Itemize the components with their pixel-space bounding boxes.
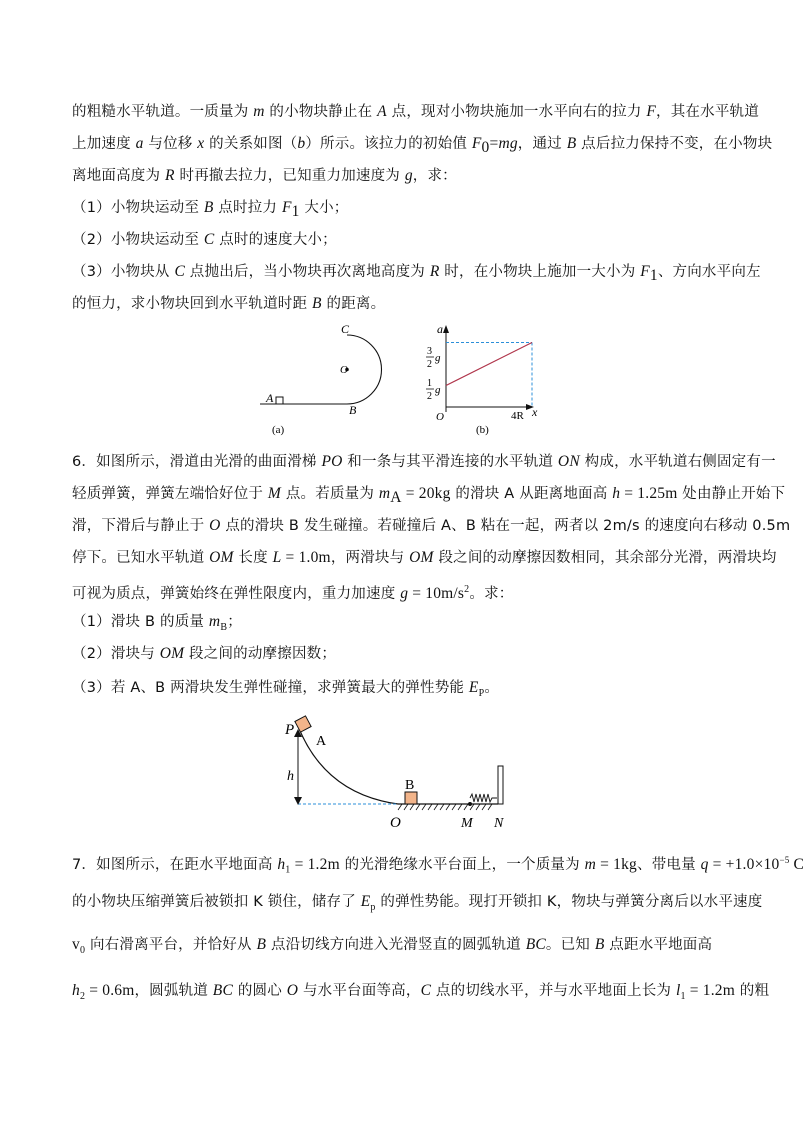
text: 点沿切线方向进入光滑竖直的圆弧轨道 bbox=[266, 937, 526, 953]
text: 的圆心 bbox=[233, 983, 287, 999]
p5-question-3a bbox=[72, 262, 761, 286]
text: 的小物块静止在 bbox=[264, 104, 378, 120]
text: 点的切线水平，并与水平地面上长为 bbox=[431, 983, 676, 999]
value: = 1.2m bbox=[290, 855, 340, 873]
var-OM: OM bbox=[209, 549, 234, 566]
var-g: g bbox=[404, 167, 413, 184]
var-A: A bbox=[377, 103, 387, 120]
unit: C bbox=[789, 855, 804, 873]
figure-b-graph bbox=[415, 322, 545, 437]
var-m: m bbox=[584, 855, 597, 873]
subscript: 0 bbox=[79, 944, 86, 956]
subscript: 1 bbox=[649, 266, 658, 284]
var-v: v bbox=[72, 936, 80, 953]
p5-line-2 bbox=[72, 134, 773, 158]
ground-hatching bbox=[398, 804, 492, 810]
y-axis-label: a bbox=[437, 322, 443, 336]
text: 处由静止开始下 bbox=[677, 486, 786, 502]
x-axis-label: x bbox=[532, 405, 538, 419]
text: 6．如图所示，滑道由光滑的曲面滑梯 bbox=[72, 454, 322, 470]
text: 与水平台面等高， bbox=[298, 983, 421, 999]
var-OM: OM bbox=[159, 645, 185, 662]
label-O: O bbox=[340, 364, 348, 376]
text: 上加速度 bbox=[72, 136, 136, 152]
block-A bbox=[295, 716, 311, 732]
text: ，圆弧轨道 bbox=[134, 983, 213, 999]
var-a: a bbox=[135, 135, 144, 152]
wall bbox=[498, 766, 503, 804]
text: 的光滑绝缘水平台面上，一个质量为 bbox=[339, 856, 585, 873]
var-E: E bbox=[360, 893, 371, 910]
block-a bbox=[276, 397, 283, 404]
superscript: −5 bbox=[779, 855, 790, 865]
text: 的滑块 A 从距离地面高 bbox=[450, 486, 613, 502]
p6-line-3 bbox=[72, 516, 791, 536]
tick-1-numerator: 1 bbox=[427, 378, 432, 389]
var-L: L bbox=[272, 549, 282, 566]
p5-line-3 bbox=[72, 166, 732, 186]
label-B: B bbox=[405, 778, 415, 793]
value: = 10m/s bbox=[408, 584, 465, 602]
var-OM: OM bbox=[409, 549, 434, 566]
var-BC: BC bbox=[525, 936, 546, 953]
caption-b: (b) bbox=[476, 424, 489, 436]
text: 。 bbox=[484, 680, 500, 696]
text: 轻质弹簧，弹簧左端恰好位于 bbox=[72, 486, 268, 502]
p6-line-4 bbox=[72, 548, 777, 568]
text: 点的滑块 B 发生碰撞。若碰撞后 A、B 粘在一起，两者以 2m/s 的速度向右移动 0.5m bbox=[220, 518, 791, 534]
p6-line-2 bbox=[72, 484, 786, 508]
subscript: A bbox=[390, 488, 402, 506]
block-B bbox=[405, 792, 417, 804]
origin-label: O bbox=[436, 411, 444, 423]
text: 7．如图所示，在距水平地面高 bbox=[72, 856, 278, 873]
var-B: B bbox=[203, 199, 214, 216]
text: 的关系如图（ bbox=[204, 136, 298, 152]
text: 的恒力，求小物块回到水平轨道时距 bbox=[72, 296, 313, 312]
var-h: h bbox=[72, 982, 80, 999]
subscript: 1 bbox=[285, 864, 291, 876]
var-F: F bbox=[471, 135, 482, 152]
value: = 1.2m bbox=[685, 982, 735, 999]
text: 点后拉力保持不变，在小物块 bbox=[576, 136, 773, 152]
text: 点。若质量为 bbox=[281, 486, 379, 502]
var-m: m bbox=[378, 485, 391, 502]
tick-3-g: g bbox=[435, 352, 441, 364]
subscript: P bbox=[478, 687, 485, 699]
text: ）所示。该拉力的初始值 bbox=[305, 136, 472, 152]
text: 的小物块压缩弹簧后被锁扣 K 锁住，储存了 bbox=[72, 894, 361, 910]
text: 停下。已知水平轨道 bbox=[72, 550, 210, 566]
p6-line-5 bbox=[72, 580, 732, 604]
var-B: B bbox=[566, 135, 577, 152]
text: 段之间的动摩擦因数相同，其余部分光滑，两滑块均 bbox=[433, 550, 777, 566]
text: 向右滑离平台，并恰好从 bbox=[85, 937, 257, 953]
p5-question-2 bbox=[72, 230, 732, 250]
value: = 1.25m bbox=[620, 485, 678, 502]
curved-slide bbox=[298, 726, 398, 804]
text: 、带电量 bbox=[637, 856, 701, 873]
var-E: E bbox=[468, 679, 479, 696]
var-g: g bbox=[400, 584, 409, 602]
var-B: B bbox=[312, 295, 322, 312]
text: 和一条与其平滑连接的水平轨道 bbox=[342, 454, 558, 470]
var-h: h bbox=[277, 855, 286, 873]
series-line bbox=[446, 343, 532, 386]
p6-question-2 bbox=[72, 644, 732, 664]
label-B: B bbox=[349, 403, 357, 417]
text: （3）若 A、B 两滑块发生弹性碰撞，求弹簧最大的弹性势能 bbox=[72, 680, 469, 696]
var-B: B bbox=[256, 936, 267, 953]
equals: = bbox=[489, 135, 499, 152]
text: 大小； bbox=[299, 200, 349, 216]
var-O: O bbox=[286, 982, 299, 999]
label-O: O bbox=[390, 815, 401, 831]
y-axis-arrow bbox=[443, 325, 449, 333]
superscript: 2 bbox=[464, 584, 470, 595]
var-B: B bbox=[594, 936, 605, 953]
var-F: F bbox=[640, 263, 650, 280]
figure-6 bbox=[280, 712, 520, 837]
subscript: p bbox=[370, 901, 376, 913]
var-BC: BC bbox=[212, 982, 234, 999]
text: ，求： bbox=[412, 168, 457, 184]
label-A: A bbox=[266, 391, 274, 405]
text: 与位移 bbox=[143, 136, 198, 152]
text: 的粗 bbox=[734, 983, 770, 999]
text: 点时拉力 bbox=[213, 200, 282, 216]
figure-a bbox=[255, 322, 405, 437]
var-m: m bbox=[208, 613, 221, 630]
text: （3）小物块从 bbox=[72, 264, 175, 280]
text: ，其在水平轨道 bbox=[656, 104, 759, 120]
text: 长度 bbox=[233, 550, 273, 566]
caption-a: (a) bbox=[272, 424, 285, 436]
var-h: h bbox=[612, 485, 621, 502]
p6-question-1 bbox=[72, 612, 732, 638]
label-P: P bbox=[285, 722, 295, 738]
var-q: q bbox=[700, 855, 709, 873]
x-tick-4R: 4R bbox=[511, 410, 524, 422]
text: 的粗糙水平轨道。一质量为 bbox=[72, 104, 254, 120]
tick-3-numerator: 3 bbox=[427, 346, 432, 357]
var-C: C bbox=[203, 231, 215, 248]
text: 段之间的动摩擦因数； bbox=[184, 646, 337, 662]
text: ，通过 bbox=[517, 136, 567, 152]
value: = +1.0×10 bbox=[708, 855, 780, 873]
text: 的弹性势能。现打开锁扣 K，物块与弹簧分离后以水平速度 bbox=[375, 894, 763, 910]
p6-line-1 bbox=[72, 452, 776, 472]
label-N: N bbox=[494, 816, 504, 831]
text: 滑，下滑后与静止于 bbox=[72, 518, 210, 534]
text: 构成，水平轨道右侧固定有一 bbox=[579, 454, 776, 470]
var-F: F bbox=[646, 103, 657, 120]
var-O: O bbox=[209, 517, 221, 534]
var-b: b bbox=[297, 135, 306, 152]
label-h: h bbox=[287, 769, 294, 784]
p5-question-3b bbox=[72, 294, 732, 314]
text: （2）小物块运动至 bbox=[72, 232, 204, 248]
text: （1）小物块运动至 bbox=[72, 200, 204, 216]
semicircle-track bbox=[347, 335, 382, 404]
spring bbox=[470, 794, 497, 802]
label-A: A bbox=[316, 734, 327, 749]
text: 点时的速度大小； bbox=[214, 232, 337, 248]
subscript: 1 bbox=[680, 990, 686, 1002]
text: 离地面高度为 bbox=[72, 168, 166, 184]
var-l: l bbox=[675, 982, 681, 999]
subscript: 1 bbox=[291, 202, 300, 220]
var-F: F bbox=[281, 199, 292, 216]
text: （1）滑块 B 的质量 bbox=[72, 614, 209, 630]
var-M: M bbox=[267, 485, 282, 502]
text: 时，在小物块上施加一大小为 bbox=[439, 264, 641, 280]
text: 点抛出后，当小物块再次离地高度为 bbox=[184, 264, 430, 280]
text: 的距离。 bbox=[321, 296, 386, 312]
subscript: 2 bbox=[79, 990, 86, 1002]
text: ，两滑块与 bbox=[330, 550, 410, 566]
text: 可视为质点，弹簧始终在弹性限度内，重力加速度 bbox=[72, 585, 401, 602]
p7-line-3 bbox=[72, 935, 732, 961]
p7-line-4 bbox=[72, 981, 770, 1007]
var-R: R bbox=[429, 263, 440, 280]
value: = 20kg bbox=[401, 485, 451, 502]
value: = 1.0m bbox=[281, 549, 331, 566]
value: = 0.6m bbox=[85, 982, 135, 999]
text: ； bbox=[227, 614, 242, 630]
var-C: C bbox=[174, 263, 185, 280]
subscript: B bbox=[220, 621, 228, 633]
label-C: C bbox=[341, 322, 350, 336]
label-M: M bbox=[461, 816, 473, 831]
var-C: C bbox=[420, 982, 432, 999]
var-x: x bbox=[197, 135, 205, 152]
text: 点，现对小物块施加一水平向右的拉力 bbox=[386, 104, 647, 120]
tick-3-denominator: 2 bbox=[427, 359, 432, 370]
p5-question-1 bbox=[72, 198, 732, 222]
point-M bbox=[468, 802, 472, 806]
subscript: 0 bbox=[481, 138, 490, 156]
var-PO: PO bbox=[321, 453, 343, 470]
p7-line-2 bbox=[72, 892, 763, 918]
text: 。已知 bbox=[545, 937, 595, 953]
var-R: R bbox=[165, 167, 175, 184]
text: 时再撤去拉力，已知重力加速度为 bbox=[174, 168, 405, 184]
var-m: m bbox=[253, 103, 265, 120]
text: 、方向水平向左 bbox=[657, 264, 761, 280]
tick-1-g: g bbox=[435, 384, 441, 396]
value: = 1kg bbox=[596, 855, 638, 873]
text: （2）滑块与 bbox=[72, 646, 160, 662]
var-ON: ON bbox=[557, 453, 580, 470]
p5-line-1 bbox=[72, 102, 759, 122]
tick-1-denominator: 2 bbox=[427, 391, 432, 402]
text: 。求： bbox=[469, 585, 514, 602]
text: 点距水平地面高 bbox=[604, 937, 713, 953]
var-mg: mg bbox=[498, 135, 518, 152]
p6-question-3 bbox=[72, 678, 732, 704]
